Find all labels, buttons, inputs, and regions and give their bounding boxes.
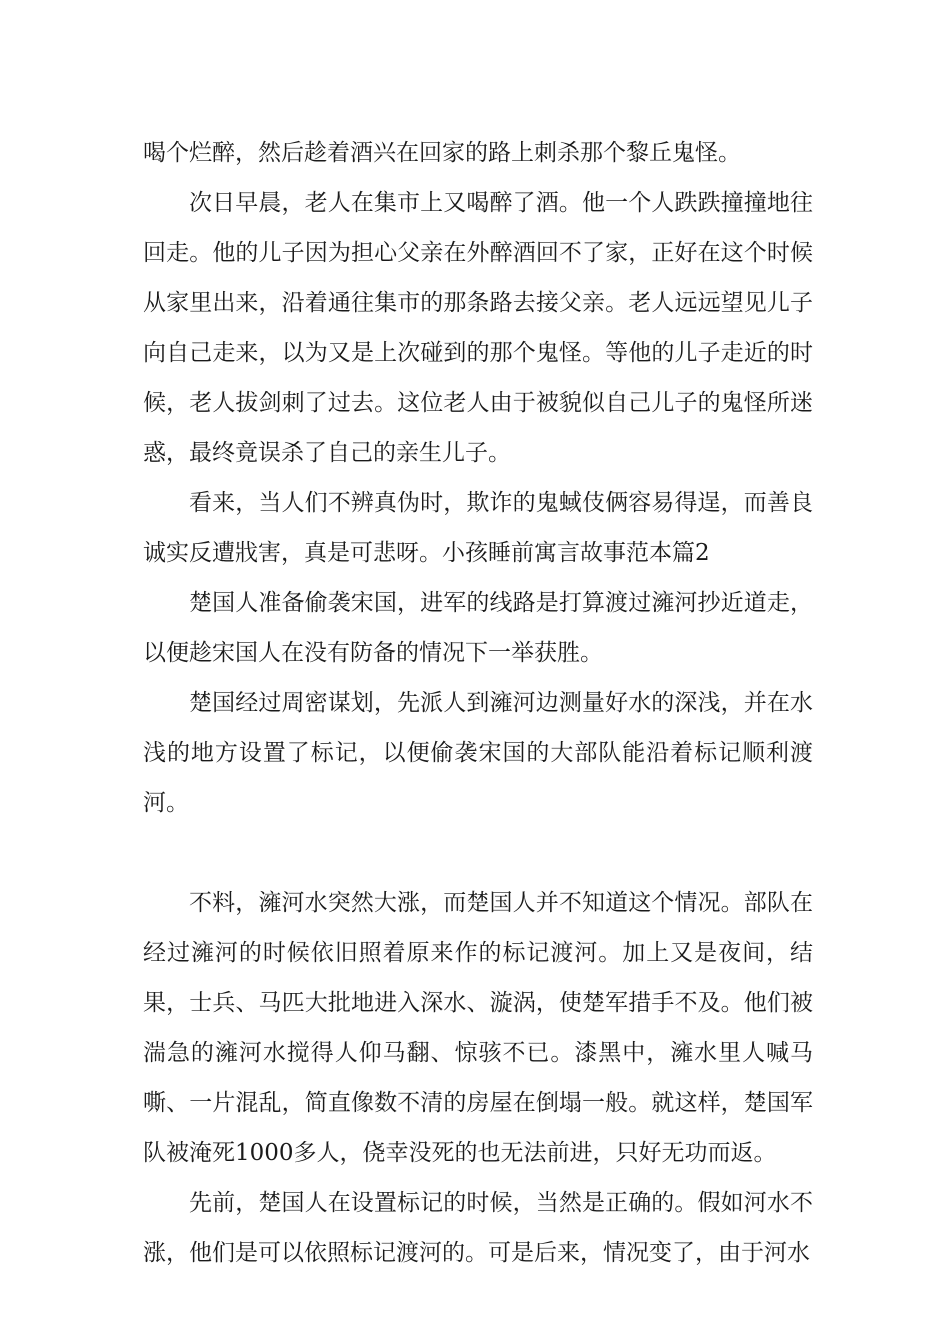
paragraph-4: 楚国人准备偷袭宋国，进军的线路是打算渡过澭河抄近道走，以便趁宋国人在没有防备的情况下一举获胜。	[143, 590, 813, 666]
paragraph-1: 喝个烂醉，然后趁着酒兴在回家的路上刺杀那个黎丘鬼怪。	[143, 140, 741, 166]
paragraph-3: 看来，当人们不辨真伪时，欺诈的鬼蜮伎俩容易得逞，而善良诚实反遭戕害，真是可悲呀。小孩睡前寓言故事范本篇2	[143, 490, 813, 566]
document-body	[143, 128, 813, 1278]
paragraph-7: 先前，楚国人在设置标记的时候，当然是正确的。假如河水不涨，他们是可以依照标记渡河的。可是后来，情况变了，由于河水	[143, 1190, 813, 1266]
paragraph-6: 不料，澭河水突然大涨，而楚国人并不知道这个情况。部队在经过澭河的时候依旧照着原来作的标记渡河。加上又是夜间，结果，士兵、马匹大批地进入深水、漩涡，使楚军措手不及。他们被湍急的澭河水搅得人仰马翻、惊骇不已。漆黑中，澭水里人喊马嘶、一片混乱，简直像数不清的房屋在倒塌一般。就这样，楚国军队被淹死1000多人，侥幸没死的也无法前进，只好无功而返。	[143, 890, 813, 1166]
paragraph-gap	[143, 828, 813, 878]
paragraph-2: 次日早晨，老人在集市上又喝醉了酒。他一个人跌跌撞撞地往回走。他的儿子因为担心父亲在外醉酒回不了家，正好在这个时候从家里出来，沿着通往集市的那条路去接父亲。老人远远望见儿子向自己走来，以为又是上次碰到的那个鬼怪。等他的儿子走近的时候，老人拔剑刺了过去。这位老人由于被貌似自己儿子的鬼怪所迷惑，最终竟误杀了自己的亲生儿子。	[143, 190, 813, 466]
paragraph-5: 楚国经过周密谋划，先派人到澭河边测量好水的深浅，并在水浅的地方设置了标记，以便偷袭宋国的大部队能沿着标记顺利渡河。	[143, 690, 813, 816]
